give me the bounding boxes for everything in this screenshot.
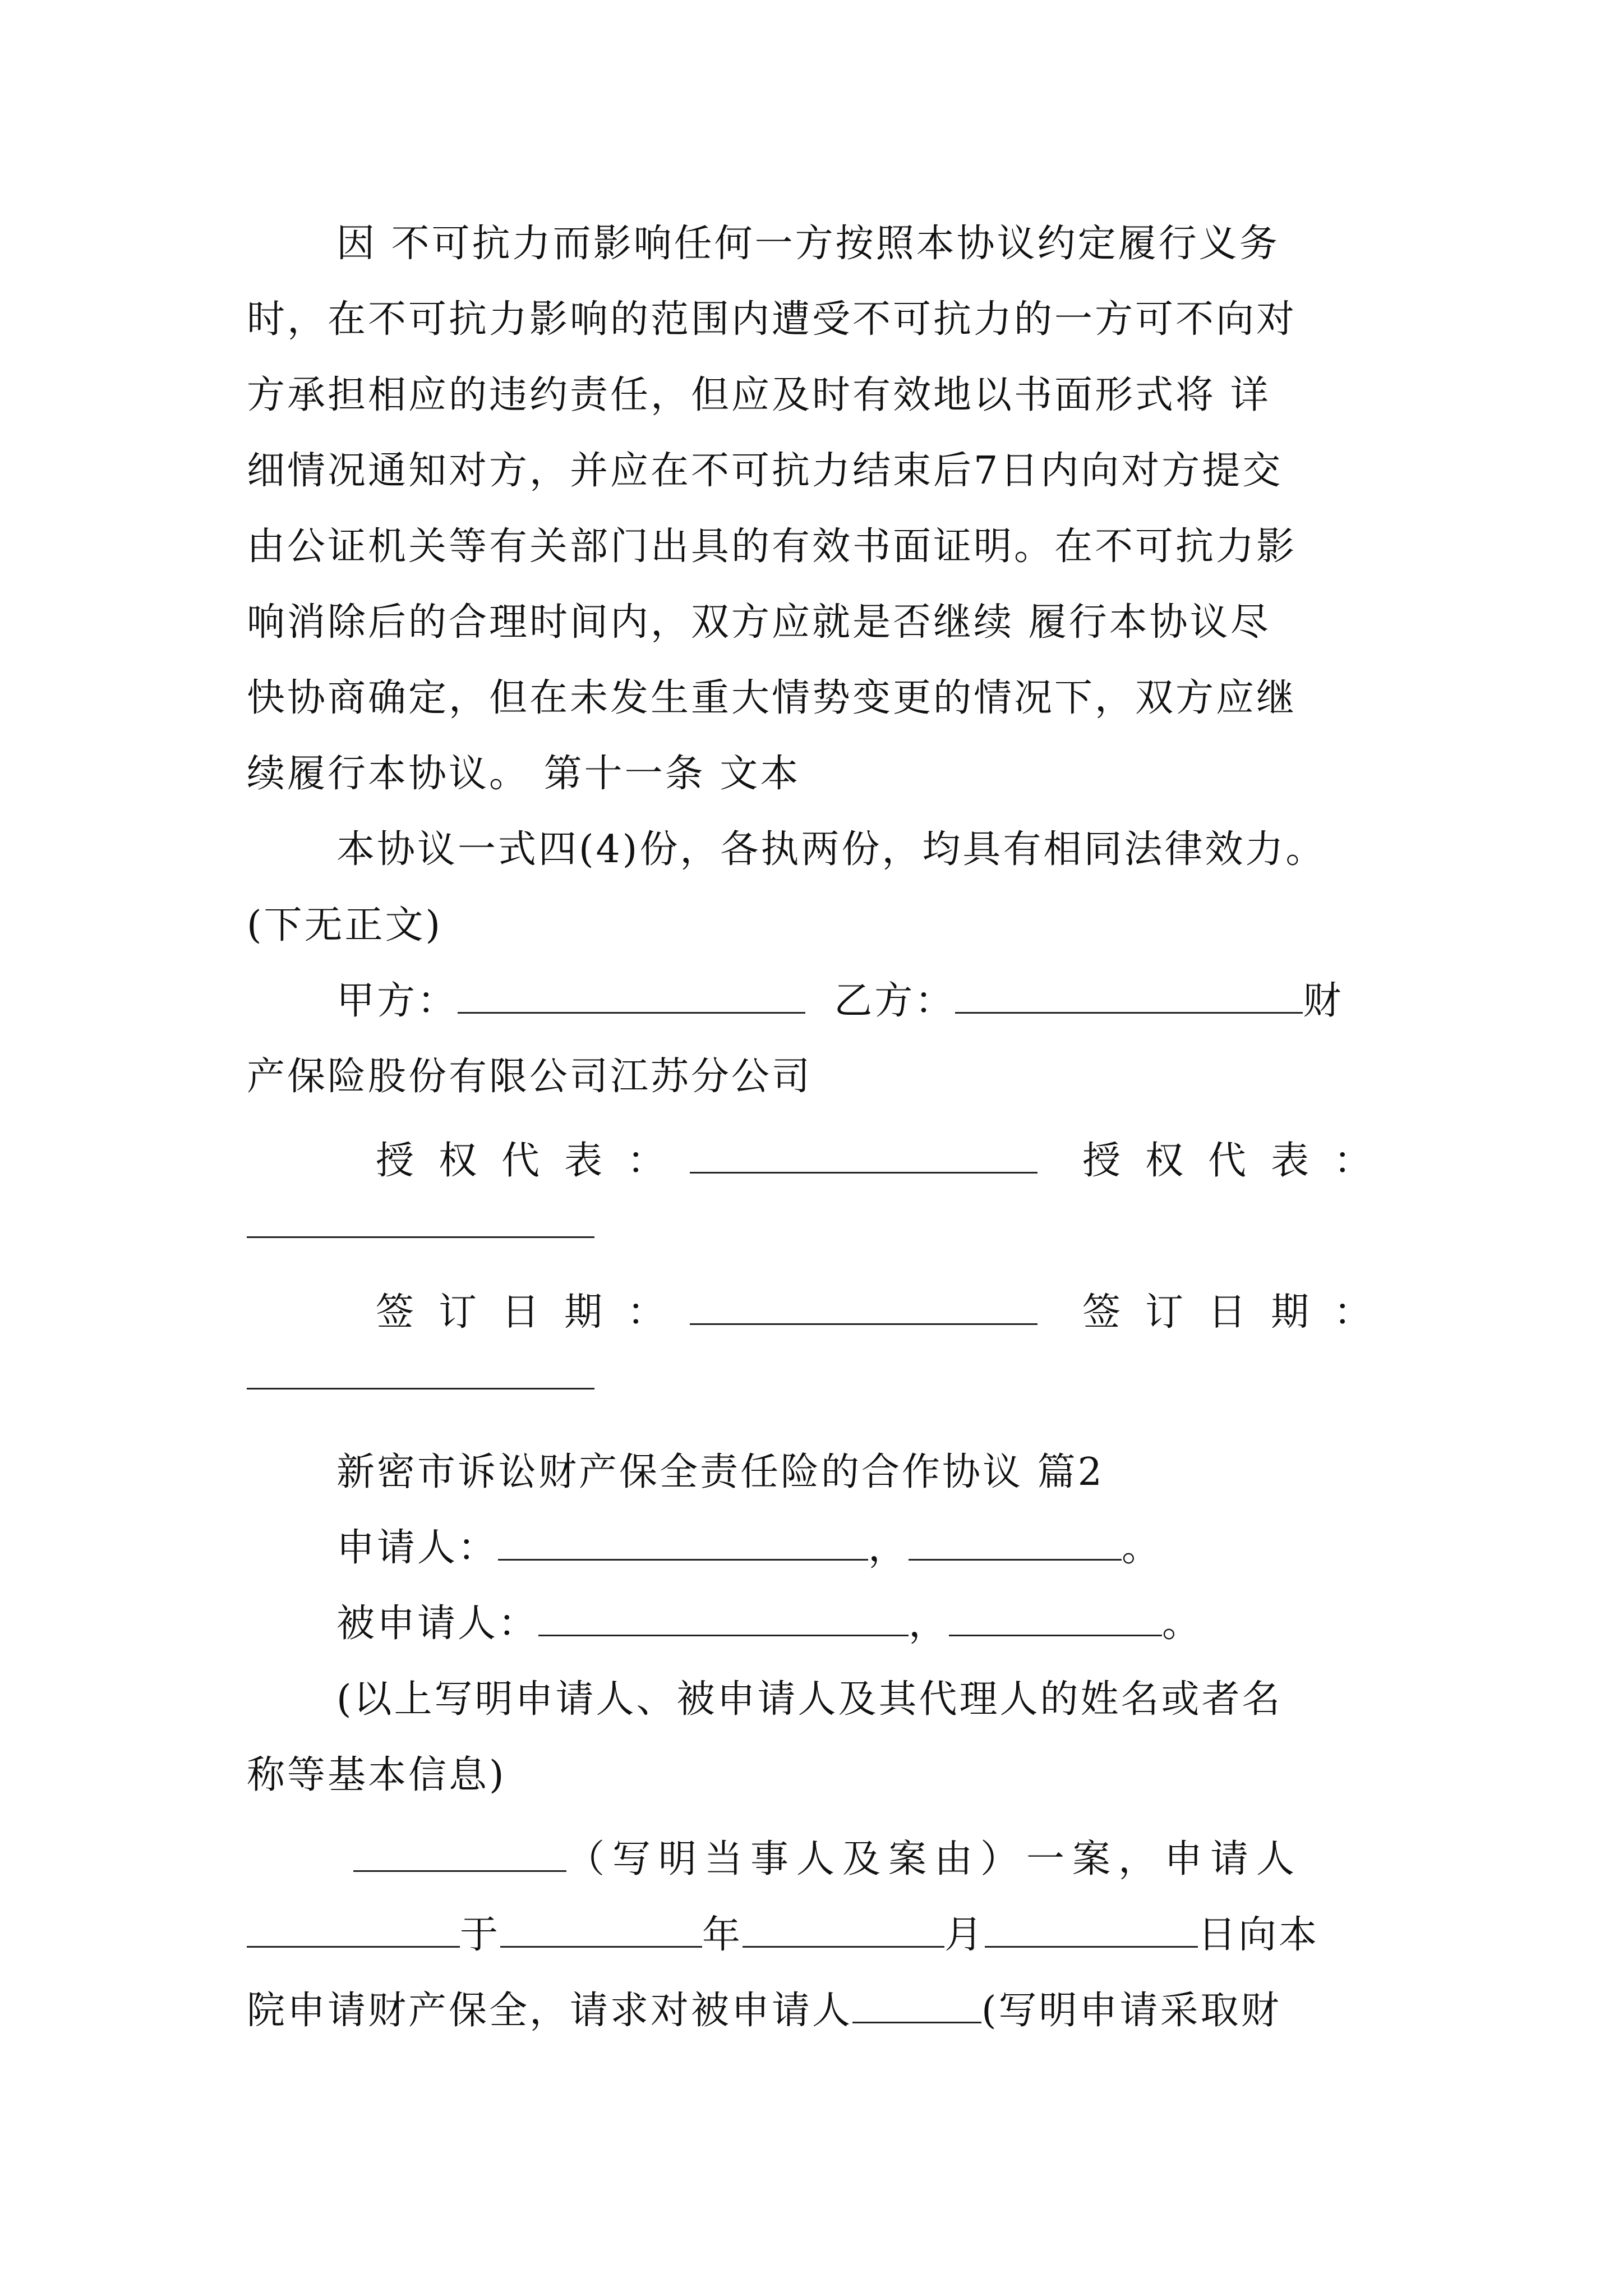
paragraph1-line5: 由公证机关等有关部门出具的有效书面证明。在不可抗力影	[247, 524, 1297, 569]
party-b-name-cont: 产保险股份有限公司江苏分公司	[247, 1055, 813, 1099]
date-b-blank	[247, 1355, 594, 1389]
paragraph1-line1: 因 不可抗力而影响任何一方按照本协议约定履行义务	[336, 222, 1280, 266]
party-line	[336, 976, 1343, 1027]
respondent-label: 被申请人：	[336, 1602, 539, 1646]
applicant-info-blank	[909, 1526, 1122, 1561]
year-blank	[500, 1913, 702, 1948]
paragraph1-line7: 快协商确定，但在未发生重大情势变更的情况下，双方应继	[247, 676, 1297, 720]
last-line	[247, 1986, 1281, 2036]
party-b-label: 乙方：	[834, 979, 956, 1023]
respondent-name-blank	[538, 1602, 909, 1636]
party-b-blank	[955, 979, 1303, 1014]
paragraph1-line2: 时，在不可抗力影响的范围内遭受不可抗力的一方可不向对	[247, 297, 1297, 342]
day-blank	[985, 1913, 1198, 1948]
representative-line	[376, 1136, 1396, 1186]
applicant-period: 。	[1122, 1526, 1163, 1570]
party-a-label: 甲方：	[336, 979, 458, 1023]
date-a-blank	[690, 1291, 1038, 1325]
date-b-blank-line	[247, 1352, 594, 1402]
date-label-a: 签订日期：	[376, 1290, 690, 1335]
rep-b-blank-line	[247, 1200, 594, 1251]
applicant-line	[336, 1523, 1162, 1573]
rep-label-a: 授权代表：	[376, 1139, 690, 1183]
month-blank	[743, 1913, 944, 1948]
applicant-label: 申请人：	[336, 1526, 499, 1570]
case-line	[353, 1834, 1302, 1885]
rep-b-blank	[247, 1204, 594, 1238]
paragraph1-line3: 方承担相应的违约责任，但应及时有效地以书面形式将 详	[247, 373, 1271, 417]
case-text: （写明当事人及案由）一案，申请人	[566, 1837, 1303, 1881]
respondent-info-blank	[949, 1602, 1162, 1636]
respondent-period: 。	[1162, 1602, 1203, 1646]
paragraph2-line2: (下无正文)	[247, 903, 443, 947]
applicant-comma: ，	[868, 1526, 909, 1570]
rep-label-b: 授权代表：	[1082, 1139, 1397, 1183]
paragraph1-line8: 续履行本协议。 第十一条 文本	[247, 752, 801, 796]
party-a-blank	[458, 979, 805, 1014]
respondent-comma: ，	[909, 1602, 949, 1646]
yue-text: 月	[944, 1913, 985, 1957]
yu-text: 于	[460, 1913, 501, 1957]
note-line1: (以上写明申请人、被申请人及其代理人的姓名或者名	[336, 1677, 1283, 1722]
date-label-b: 签订日期：	[1082, 1290, 1397, 1335]
note-line2: 称等基本信息)	[247, 1753, 506, 1797]
rep-a-blank	[690, 1139, 1038, 1174]
respondent-line	[336, 1599, 1202, 1649]
paragraph2-line1: 本协议一式四(4)份，各执两份，均具有相同法律效力。	[336, 827, 1326, 872]
date-apply-line	[247, 1910, 1319, 1961]
paragraph1-line6: 响消除后的合理时间内，双方应就是否继续 履行本协议尽	[247, 600, 1271, 645]
case-blank	[353, 1838, 566, 1872]
nian-text: 年	[702, 1913, 743, 1957]
last-line-b: (写明申请采取财	[981, 1989, 1281, 2033]
respondent-blank-2	[852, 1989, 981, 2023]
last-line-a: 院申请财产保全，请求对被申请人	[247, 1989, 853, 2033]
paragraph1-line4: 细情况通知对方，并应在不可抗力结束后7日内向对方提交	[247, 449, 1283, 493]
applicant-blank-2	[247, 1913, 460, 1948]
date-line	[376, 1287, 1396, 1338]
section2-title: 新密市诉讼财产保全责任险的合作协议 篇2	[336, 1450, 1104, 1494]
party-b-suffix: 财	[1303, 979, 1344, 1023]
applicant-name-blank	[498, 1526, 868, 1561]
ri-tail-text: 日向本	[1198, 1913, 1320, 1957]
